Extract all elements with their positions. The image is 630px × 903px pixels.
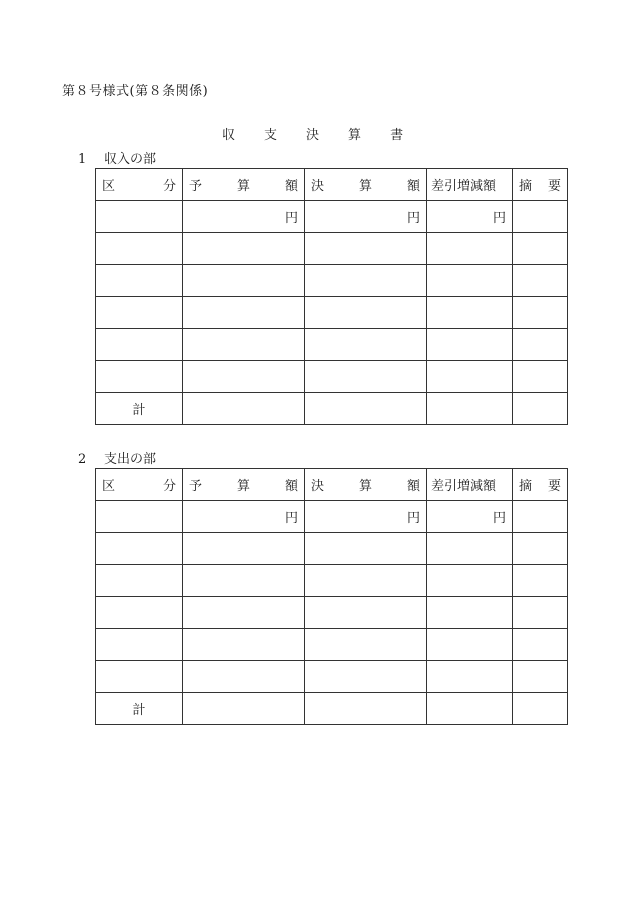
- section-number: 2: [78, 452, 87, 467]
- table-cell[interactable]: [427, 565, 513, 597]
- table-row: [96, 265, 568, 297]
- table-cell[interactable]: [513, 233, 568, 265]
- table-cell[interactable]: [513, 565, 568, 597]
- table-cell[interactable]: [96, 265, 183, 297]
- table-cell[interactable]: [427, 533, 513, 565]
- header-budget: 予 算 額: [183, 169, 305, 201]
- unit-row: [96, 501, 568, 533]
- table-cell[interactable]: [305, 693, 427, 725]
- table-cell[interactable]: [427, 233, 513, 265]
- table-cell[interactable]: [513, 201, 568, 233]
- form-id: 第８号様式(第８条関係): [62, 84, 209, 99]
- settled-cell[interactable]: 円: [305, 501, 427, 533]
- table-row: [96, 565, 568, 597]
- difference-cell[interactable]: 円: [427, 201, 513, 233]
- table-cell[interactable]: [513, 597, 568, 629]
- table-cell[interactable]: [513, 265, 568, 297]
- section-number: 1: [78, 152, 87, 167]
- table-cell[interactable]: [427, 597, 513, 629]
- header-row: [96, 169, 568, 201]
- table-cell[interactable]: [513, 501, 568, 533]
- table-cell[interactable]: [513, 629, 568, 661]
- table-cell[interactable]: [96, 629, 183, 661]
- table-cell[interactable]: [427, 361, 513, 393]
- table-cell[interactable]: [305, 297, 427, 329]
- table-cell[interactable]: [305, 233, 427, 265]
- table-cell[interactable]: [513, 361, 568, 393]
- table-cell[interactable]: [96, 661, 183, 693]
- total-label: 計: [96, 393, 183, 425]
- title-char: 算: [348, 128, 391, 143]
- table-cell[interactable]: [96, 201, 183, 233]
- table-cell[interactable]: [513, 393, 568, 425]
- section-heading-income: [78, 148, 156, 167]
- title-char: 収: [222, 128, 265, 143]
- section-title: 収入の部: [104, 152, 157, 167]
- table-row: [96, 629, 568, 661]
- table-row: [96, 361, 568, 393]
- header-remarks: 摘 要: [513, 169, 568, 201]
- table-cell[interactable]: [513, 297, 568, 329]
- table-cell[interactable]: [96, 297, 183, 329]
- table-cell[interactable]: [305, 361, 427, 393]
- difference-cell[interactable]: 円: [427, 501, 513, 533]
- section-heading-expenditure: [78, 448, 156, 467]
- header-settled: 決 算 額: [305, 169, 427, 201]
- table-cell[interactable]: [427, 661, 513, 693]
- table-cell[interactable]: [183, 693, 305, 725]
- header-budget: 予 算 額: [183, 469, 305, 501]
- table-cell[interactable]: [96, 361, 183, 393]
- document-title: [222, 124, 432, 143]
- total-label: 計: [96, 693, 183, 725]
- table-row: [96, 329, 568, 361]
- table-cell[interactable]: [427, 265, 513, 297]
- header-category: 区 分: [96, 469, 183, 501]
- table-cell[interactable]: [513, 329, 568, 361]
- table-cell[interactable]: [183, 393, 305, 425]
- table-cell[interactable]: [427, 329, 513, 361]
- table-cell[interactable]: [96, 565, 183, 597]
- table-row: [96, 533, 568, 565]
- table-cell[interactable]: [305, 661, 427, 693]
- section-title: 支出の部: [104, 452, 157, 467]
- table-cell[interactable]: [183, 297, 305, 329]
- table-cell[interactable]: [96, 233, 183, 265]
- table-row: [96, 233, 568, 265]
- table-cell[interactable]: [96, 329, 183, 361]
- table-cell[interactable]: [305, 565, 427, 597]
- settled-cell[interactable]: 円: [305, 201, 427, 233]
- table-cell[interactable]: [427, 393, 513, 425]
- total-row: [96, 393, 568, 425]
- table-cell[interactable]: [513, 533, 568, 565]
- budget-cell[interactable]: 円: [183, 501, 305, 533]
- expenditure-table: [95, 468, 568, 725]
- header-category: 区 分: [96, 169, 183, 201]
- table-cell[interactable]: [513, 661, 568, 693]
- table-cell[interactable]: [183, 597, 305, 629]
- table-cell[interactable]: [183, 233, 305, 265]
- table-cell[interactable]: [183, 565, 305, 597]
- table-cell[interactable]: [305, 629, 427, 661]
- header-difference: 差引増減額: [427, 469, 513, 501]
- table-cell[interactable]: [183, 661, 305, 693]
- table-row: [96, 661, 568, 693]
- table-cell[interactable]: [305, 329, 427, 361]
- table-cell[interactable]: [96, 597, 183, 629]
- table-cell[interactable]: [96, 533, 183, 565]
- table-row: [96, 597, 568, 629]
- table-cell[interactable]: [183, 329, 305, 361]
- table-cell[interactable]: [183, 629, 305, 661]
- table-cell[interactable]: [183, 361, 305, 393]
- budget-cell[interactable]: 円: [183, 201, 305, 233]
- header-row: [96, 469, 568, 501]
- header-settled: 決 算 額: [305, 469, 427, 501]
- total-row: [96, 693, 568, 725]
- title-char: 決: [306, 128, 349, 143]
- unit-row: [96, 201, 568, 233]
- table-cell[interactable]: [305, 393, 427, 425]
- table-cell[interactable]: [183, 265, 305, 297]
- table-cell[interactable]: [183, 533, 305, 565]
- table-cell[interactable]: [96, 501, 183, 533]
- title-char: 書: [390, 128, 433, 143]
- table-cell[interactable]: [427, 629, 513, 661]
- table-cell[interactable]: [305, 533, 427, 565]
- table-cell[interactable]: [427, 297, 513, 329]
- table-cell[interactable]: [513, 693, 568, 725]
- table-cell[interactable]: [305, 597, 427, 629]
- table-row: [96, 297, 568, 329]
- header-difference: 差引増減額: [427, 169, 513, 201]
- income-table: [95, 168, 568, 425]
- table-cell[interactable]: [427, 693, 513, 725]
- header-remarks: 摘 要: [513, 469, 568, 501]
- table-cell[interactable]: [305, 265, 427, 297]
- title-char: 支: [264, 128, 307, 143]
